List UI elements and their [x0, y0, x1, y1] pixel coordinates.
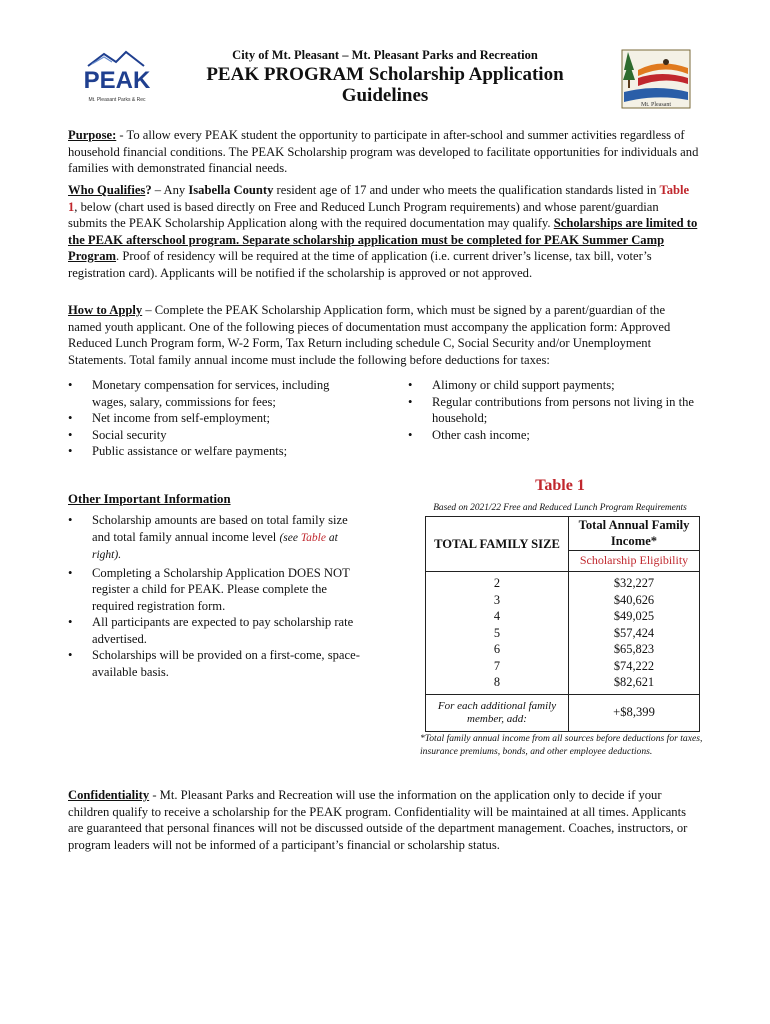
table-1-reference: Table 1 [68, 183, 690, 214]
table-cell: 7 [493, 658, 501, 673]
scholarship-eligibility-subheader: Scholarship Eligibility [569, 550, 700, 571]
bullet-icon: • [68, 444, 73, 458]
peak-logo-text: PEAK [83, 67, 151, 94]
who-qualifies-text-4: . Proof of residency will be required at the time of application (i.e. current driver’s license, tax bill, voter’s registration card). Applicants will be notified if the scholarship is approved or not approved. [68, 249, 652, 280]
bullet-icon: • [68, 565, 73, 580]
list-item-text: Net income from self-employment; [92, 411, 271, 425]
confidentiality-label: Confidentiality [68, 788, 150, 802]
table-cell: $32,227 [613, 576, 655, 590]
bullet-icon: • [68, 513, 73, 527]
table-cell: $74,222 [613, 658, 655, 673]
peak-logo-caption: Mt. Pleasant Parks & Rec [88, 97, 146, 103]
page-title-line2: Guidelines [341, 85, 429, 106]
purpose-label: Purpose: [68, 128, 117, 142]
list-item-text: Alimony or child support payments; [432, 378, 615, 392]
additional-member-label: For each additional family member, add: [426, 694, 569, 731]
list-item [68, 565, 364, 615]
county-name: Isabella County [188, 183, 274, 197]
purpose-paragraph [68, 127, 700, 177]
list-item-text: Regular contributions from persons not living in the household; [432, 394, 694, 425]
additional-member-value: +$8,399 [569, 694, 700, 731]
list-item [68, 377, 358, 410]
bullet-icon: • [408, 427, 413, 442]
scholarship-limit-notice: Scholarships are limited to the PEAK afterschool program. Separate scholarship application must be completed for PEAK Summer Camp Program [68, 216, 698, 263]
family-size-header: TOTAL FAMILY SIZE [426, 517, 569, 572]
list-item [408, 377, 698, 394]
family-size-column [426, 572, 569, 695]
bullet-icon: • [68, 648, 73, 662]
bullet-icon: • [68, 427, 73, 442]
mt-pleasant-logo [620, 48, 692, 110]
who-qualifies-text-1: – Any [151, 183, 189, 197]
how-to-apply-text: – Complete the PEAK Scholarship Application form, which must be signed by a parent/guardian of the named youth applicant. One of the following pieces of documentation must accompany the application form: Approved Reduced Lunch Program form, W-2 Form, Tax Return including schedule C, Social Security and/or Unemployment Statements. Total family annual income must include the following before deductions for taxes: [68, 303, 671, 367]
table-1-title: Table 1 [535, 477, 585, 494]
list-item-text: Public assistance or welfare payments; [92, 444, 288, 458]
bullet-icon: • [68, 411, 73, 425]
list-item [68, 410, 358, 427]
who-qualifies-qmark: ? [145, 183, 152, 197]
table-cell: 8 [493, 675, 501, 689]
list-item [408, 427, 698, 444]
bullet-icon: • [408, 378, 413, 392]
table-cell: $57,424 [613, 625, 655, 640]
table-reference-inline: Table [300, 531, 326, 544]
income-list-right [408, 377, 698, 443]
bullet-icon: • [408, 394, 413, 409]
city-heading: City of Mt. Pleasant – Mt. Pleasant Parks and Recreation [232, 48, 538, 62]
table-cell: 3 [493, 592, 501, 607]
bullet-icon: • [68, 615, 73, 629]
how-to-apply-label: How to Apply [68, 303, 143, 317]
list-item-text: Monetary compensation for services, including wages, salary, commissions for fees; [92, 378, 330, 409]
table-cell: $65,823 [613, 642, 655, 656]
peak-logo [82, 48, 152, 106]
page-title [160, 64, 610, 106]
who-qualifies-text-2: resident age of 17 and under who meets the qualification standards listed in [273, 183, 660, 197]
confidentiality-paragraph [68, 787, 700, 853]
purpose-text: - To allow every PEAK student the opportunity to participate in after-school and summer activities regardless of household financial conditions. The PEAK Scholarship program was developed to facilitate opportunities for individuals and families with demonstrated financial needs. [68, 128, 699, 175]
family-income-header: Total Annual Family Income* [569, 517, 700, 551]
table-1-subtitle: Based on 2021/22 Free and Reduced Lunch Program Requirements [433, 503, 687, 513]
other-info-heading: Other Important Information [68, 492, 231, 506]
who-qualifies-paragraph [68, 182, 700, 281]
list-item [68, 647, 364, 680]
who-qualifies-label: Who Qualifies [68, 183, 146, 197]
table-cell: $82,621 [613, 675, 655, 689]
table-cell: $49,025 [613, 609, 655, 623]
table-cell: 5 [493, 625, 501, 640]
list-item [408, 394, 698, 427]
confidentiality-text: - Mt. Pleasant Parks and Recreation will use the information on the application only to decide if your children qualify to receive a scholarship for the PEAK program. Confidentiality will be maintained at all times. Applicants are guaranteed that personal finances will not be discussed outside of the department management. Coaches, instructors, or program leaders will not be informed of a participant’s financial or scholarship status. [68, 788, 688, 852]
see-table-end: at right). [92, 531, 338, 561]
table-1-footnote: *Total family annual income from all sources before deductions for taxes, insurance premiums, bonds, and other employee deductions. [420, 733, 703, 757]
who-qualifies-text-3: , below (chart used is based directly on Free and Reduced Lunch Program requirements) and whose parent/guardian submits the PEAK Scholarship Application along with the required documentation may qualify. [68, 199, 659, 230]
mt-pleasant-logo-text: Mt. Pleasant [641, 102, 671, 108]
list-item-text: Completing a Scholarship Application DOES NOT register a child for PEAK. Please complete the required registration form. [92, 565, 350, 613]
list-item-text: Scholarships will be provided on a first-come, space-available basis. [92, 648, 360, 679]
list-item-text: All participants are expected to pay scholarship rate advertised. [92, 615, 354, 646]
table-cell: 4 [493, 609, 501, 623]
other-info-list [68, 512, 364, 680]
list-item [68, 512, 364, 564]
list-item-text: Other cash income; [432, 427, 530, 442]
income-list-left [68, 377, 358, 460]
bullet-icon: • [68, 378, 73, 392]
list-item [68, 427, 358, 444]
list-item [68, 614, 364, 647]
how-to-apply-paragraph [68, 302, 700, 368]
list-item-text: Scholarship amounts are based on total family size and total family annual income level [92, 513, 348, 544]
income-column [569, 572, 700, 695]
scholarship-eligibility-table [425, 516, 700, 732]
table-cell: 6 [493, 642, 501, 656]
page-title-line1: PEAK PROGRAM Scholarship Application [206, 64, 564, 85]
list-item-text: Social security [92, 427, 167, 442]
see-table-text: (see [279, 531, 301, 544]
list-item [68, 443, 358, 460]
table-cell: 2 [493, 576, 501, 590]
table-cell: $40,626 [613, 592, 655, 607]
